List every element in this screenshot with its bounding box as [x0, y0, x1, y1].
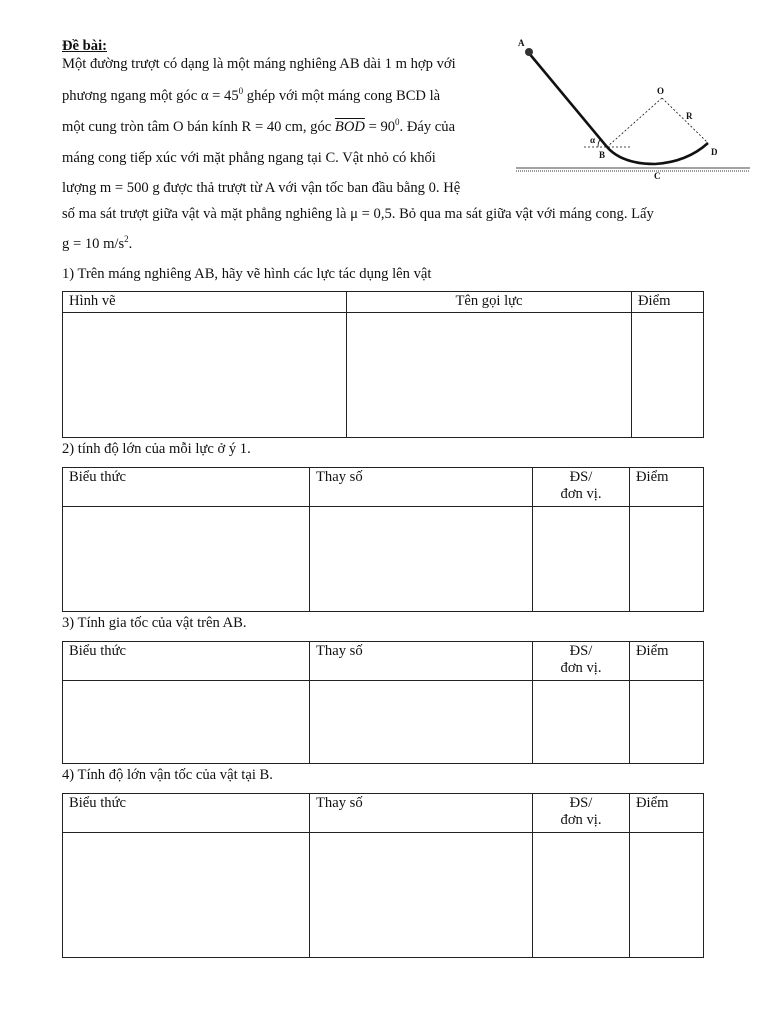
problem-text: một cung tròn tâm O bán kính R = 40 cm, góc	[62, 119, 332, 135]
answer-cell-substitution[interactable]	[310, 507, 533, 612]
problem-text: ghép với một máng cong BCD là	[246, 88, 441, 104]
header-thay-so: Thay số	[310, 794, 533, 833]
header-don-vi: đơn vị.	[560, 486, 602, 502]
answer-cell-figure[interactable]	[63, 313, 347, 438]
question-3-table	[62, 641, 704, 764]
squared-superscript: 2	[124, 234, 129, 244]
header-diem: Điểm	[630, 794, 704, 833]
header-bieu-thuc: Biểu thức	[63, 642, 310, 681]
question-4-label: 4) Tính độ lớn vận tốc của vật tại B.	[62, 767, 273, 783]
header-don-vi: đơn vị.	[560, 660, 602, 676]
label-b: B	[599, 150, 606, 160]
question-1-label: 1) Trên máng nghiêng AB, hãy vẽ hình các lực tác dụng lên vật	[62, 266, 432, 282]
answer-cell-result[interactable]	[533, 507, 630, 612]
alpha-expression: α = 45	[200, 88, 239, 104]
table-header-row	[63, 292, 704, 313]
question-4-table	[62, 793, 704, 958]
answer-cell-expression[interactable]	[63, 681, 310, 764]
problem-line-2	[62, 88, 440, 105]
problem-line-3	[62, 119, 455, 136]
label-a: A	[518, 38, 525, 48]
header-diem: Điểm	[632, 292, 704, 313]
table-header-row	[63, 642, 704, 681]
header-ds-don-vi	[533, 468, 630, 507]
problem-heading: Đề bài:	[62, 38, 107, 54]
degree-superscript: 0	[395, 117, 400, 127]
answer-row	[63, 833, 704, 958]
label-r: R	[686, 111, 693, 121]
problem-text: lượng m = 500 g được thả trượt từ A với vận tốc ban đầu bằng 0. Hệ	[62, 180, 461, 196]
header-ten-goi-luc: Tên gọi lực	[347, 292, 632, 313]
header-bieu-thuc: Biểu thức	[63, 468, 310, 507]
header-don-vi: đơn vị.	[560, 812, 602, 828]
label-d: D	[711, 147, 718, 157]
answer-cell-expression[interactable]	[63, 507, 310, 612]
answer-cell-score[interactable]	[630, 507, 704, 612]
answer-cell-substitution[interactable]	[310, 833, 533, 958]
track-diagram	[512, 36, 752, 186]
problem-text: số ma sát trượt giữa vật và mặt phẳng nghiêng là μ = 0,5. Bỏ qua ma sát giữa vật với máng cong. Lấy	[62, 206, 654, 222]
header-ds-don-vi	[533, 642, 630, 681]
answer-cell-force-name[interactable]	[347, 313, 632, 438]
problem-line-1	[62, 56, 456, 73]
header-ds: ĐS/	[569, 469, 593, 485]
header-diem: Điểm	[630, 642, 704, 681]
header-thay-so: Thay số	[310, 642, 533, 681]
label-alpha: α	[590, 135, 596, 145]
header-ds: ĐS/	[569, 795, 593, 811]
block-at-a	[525, 48, 533, 56]
answer-row	[63, 507, 704, 612]
table-header-row	[63, 468, 704, 507]
label-o: O	[657, 86, 665, 96]
problem-text: g = 10 m/s	[62, 236, 125, 252]
header-bieu-thuc: Biểu thức	[63, 794, 310, 833]
answer-cell-score[interactable]	[632, 313, 704, 438]
question-2-label: 2) tính độ lớn của mỗi lực ở ý 1.	[62, 441, 251, 457]
angle-value: = 90	[364, 119, 396, 135]
problem-text: phương ngang một góc	[62, 88, 198, 104]
header-hinh-ve: Hình vẽ	[63, 292, 347, 313]
answer-cell-result[interactable]	[533, 833, 630, 958]
problem-line-7	[62, 236, 132, 253]
header-thay-so: Thay số	[310, 468, 533, 507]
answer-cell-substitution[interactable]	[310, 681, 533, 764]
problem-text: máng cong tiếp xúc với mặt phẳng ngang tại C. Vật nhỏ có khối	[62, 150, 436, 166]
header-ds-don-vi	[533, 794, 630, 833]
angle-arc: $\overline{BOD}$	[334, 119, 365, 135]
answer-cell-score[interactable]	[630, 833, 704, 958]
track-ab-incline	[528, 52, 607, 147]
answer-cell-result[interactable]	[533, 681, 630, 764]
problem-line-4	[62, 150, 436, 167]
table-header-row	[63, 794, 704, 833]
header-ds: ĐS/	[569, 643, 593, 659]
question-1-table	[62, 291, 704, 438]
answer-cell-score[interactable]	[630, 681, 704, 764]
problem-line-5	[62, 180, 460, 197]
ground-hatching	[516, 168, 750, 171]
radius-ob	[607, 98, 662, 147]
label-c: C	[654, 171, 661, 181]
problem-text: Một đường trượt có dạng là một máng nghiêng AB dài 1 m hợp với	[62, 56, 456, 72]
header-diem: Điểm	[630, 468, 704, 507]
problem-text: . Đáy của	[399, 119, 456, 135]
answer-row	[63, 313, 704, 438]
degree-superscript: 0	[238, 86, 244, 96]
answer-cell-expression[interactable]	[63, 833, 310, 958]
problem-line-6	[62, 206, 654, 223]
track-bcd-arc	[607, 143, 708, 164]
radius-od	[662, 98, 708, 143]
question-3-label: 3) Tính gia tốc của vật trên AB.	[62, 615, 247, 631]
problem-text: .	[128, 236, 133, 252]
answer-row	[63, 681, 704, 764]
question-2-table	[62, 467, 704, 612]
